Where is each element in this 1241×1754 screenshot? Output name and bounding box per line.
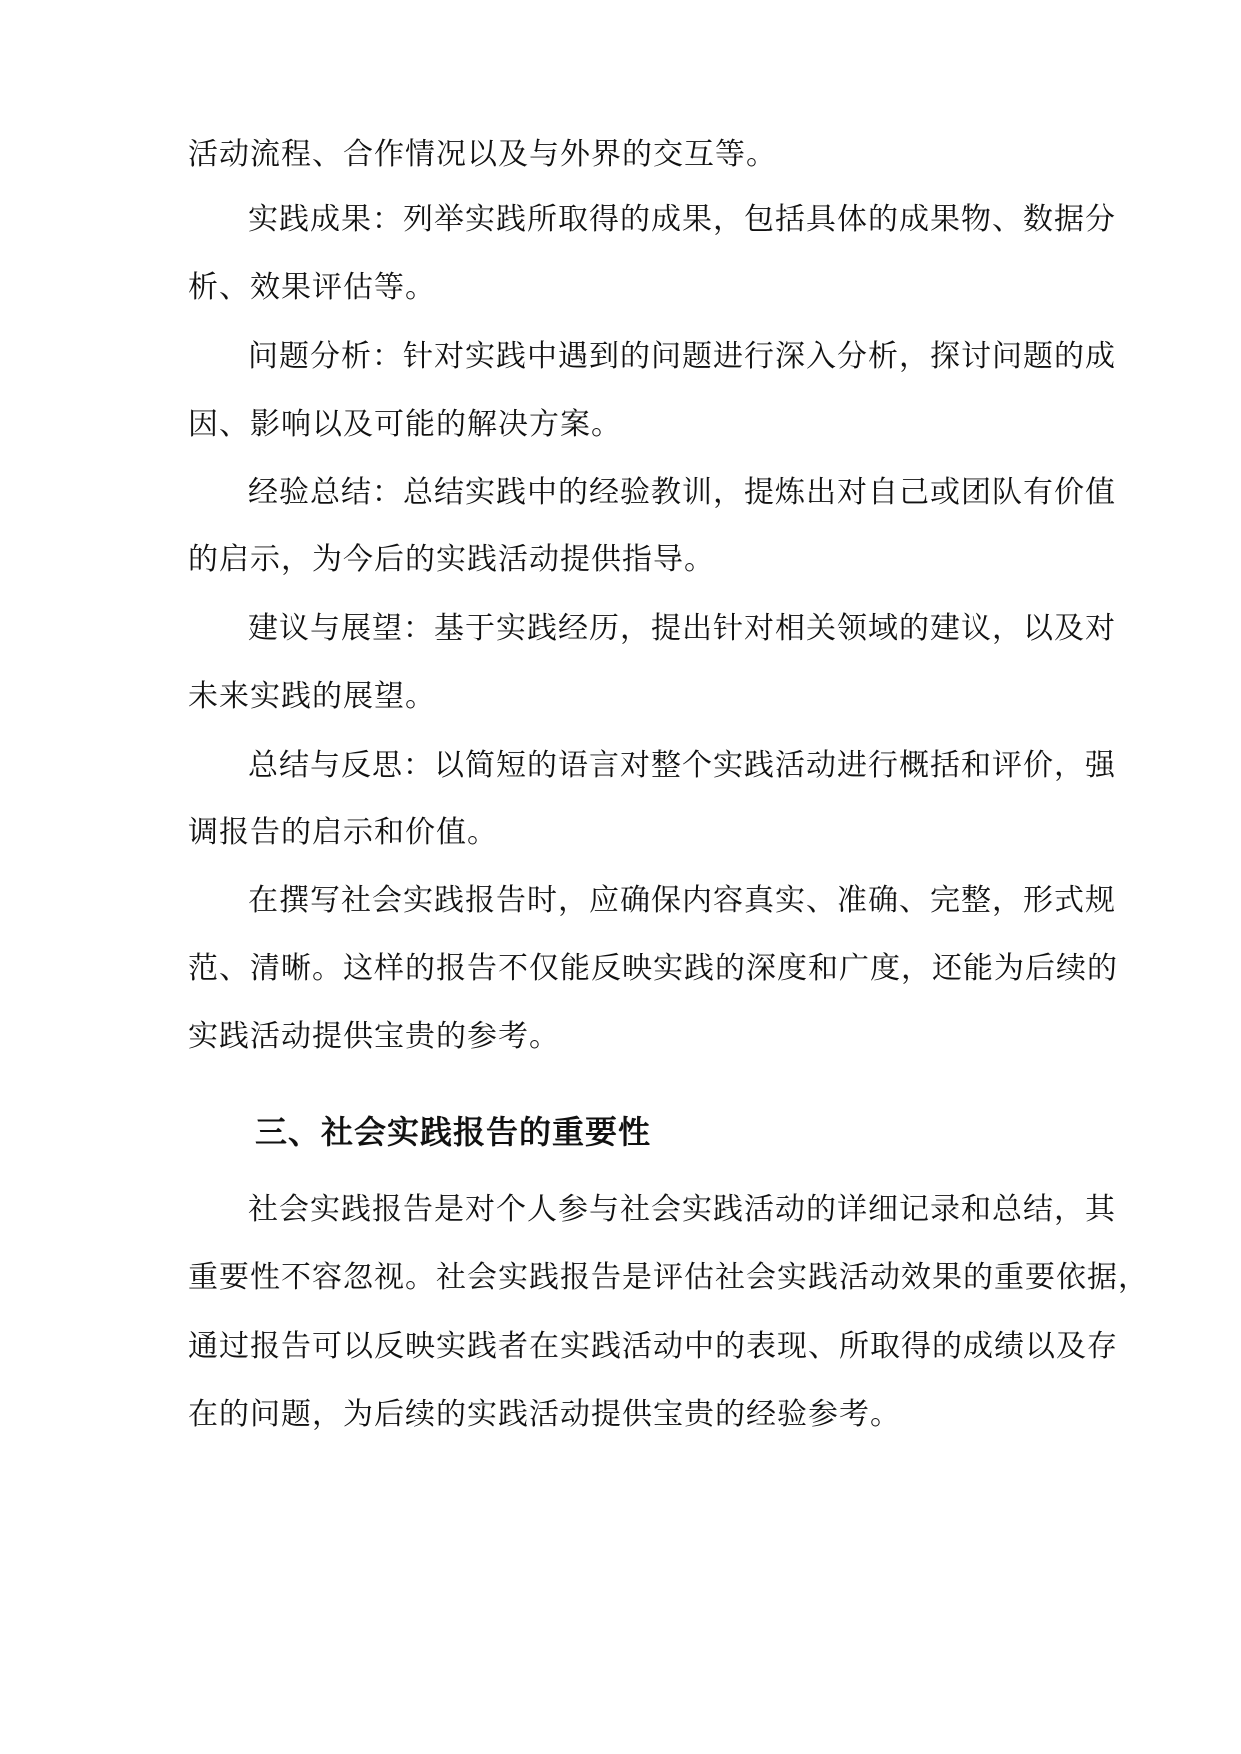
text-line: 调报告的启示和价值。 [188,815,498,850]
text-line: 范、清晰。这样的报告不仅能反映实践的深度和广度，还能为后续的 [188,951,1118,986]
text-line: 问题分析：针对实践中遇到的问题进行深入分析，探讨问题的成 [248,339,1116,374]
text-line: 社会实践报告是对个人参与社会实践活动的详细记录和总结，其 [248,1192,1116,1227]
text-line: 总结与反思：以简短的语言对整个实践活动进行概括和评价，强 [248,748,1116,783]
text-line: 通过报告可以反映实践者在实践活动中的表现、所取得的成绩以及存 [188,1329,1118,1364]
text-line: 的启示，为今后的实践活动提供指导。 [188,542,715,577]
text-line: 重要性不容忽视。社会实践报告是评估社会实践活动效果的重要依据， [188,1260,1149,1295]
section-heading: 三、社会实践报告的重要性 [255,1113,652,1151]
text-line: 析、效果评估等。 [188,270,436,305]
text-line: 建议与展望：基于实践经历，提出针对相关领域的建议，以及对 [248,611,1116,646]
text-line: 在撰写社会实践报告时，应确保内容真实、准确、完整，形式规 [248,883,1116,918]
text-line: 实践成果：列举实践所取得的成果，包括具体的成果物、数据分 [248,202,1116,237]
text-line: 未来实践的展望。 [188,679,436,714]
text-line: 因、影响以及可能的解决方案。 [188,407,622,442]
text-line: 实践活动提供宝贵的参考。 [188,1019,560,1054]
text-line: 在的问题，为后续的实践活动提供宝贵的经验参考。 [188,1397,901,1432]
text-line: 活动流程、合作情况以及与外界的交互等。 [188,137,777,172]
text-line: 经验总结：总结实践中的经验教训，提炼出对自己或团队有价值 [248,475,1116,510]
